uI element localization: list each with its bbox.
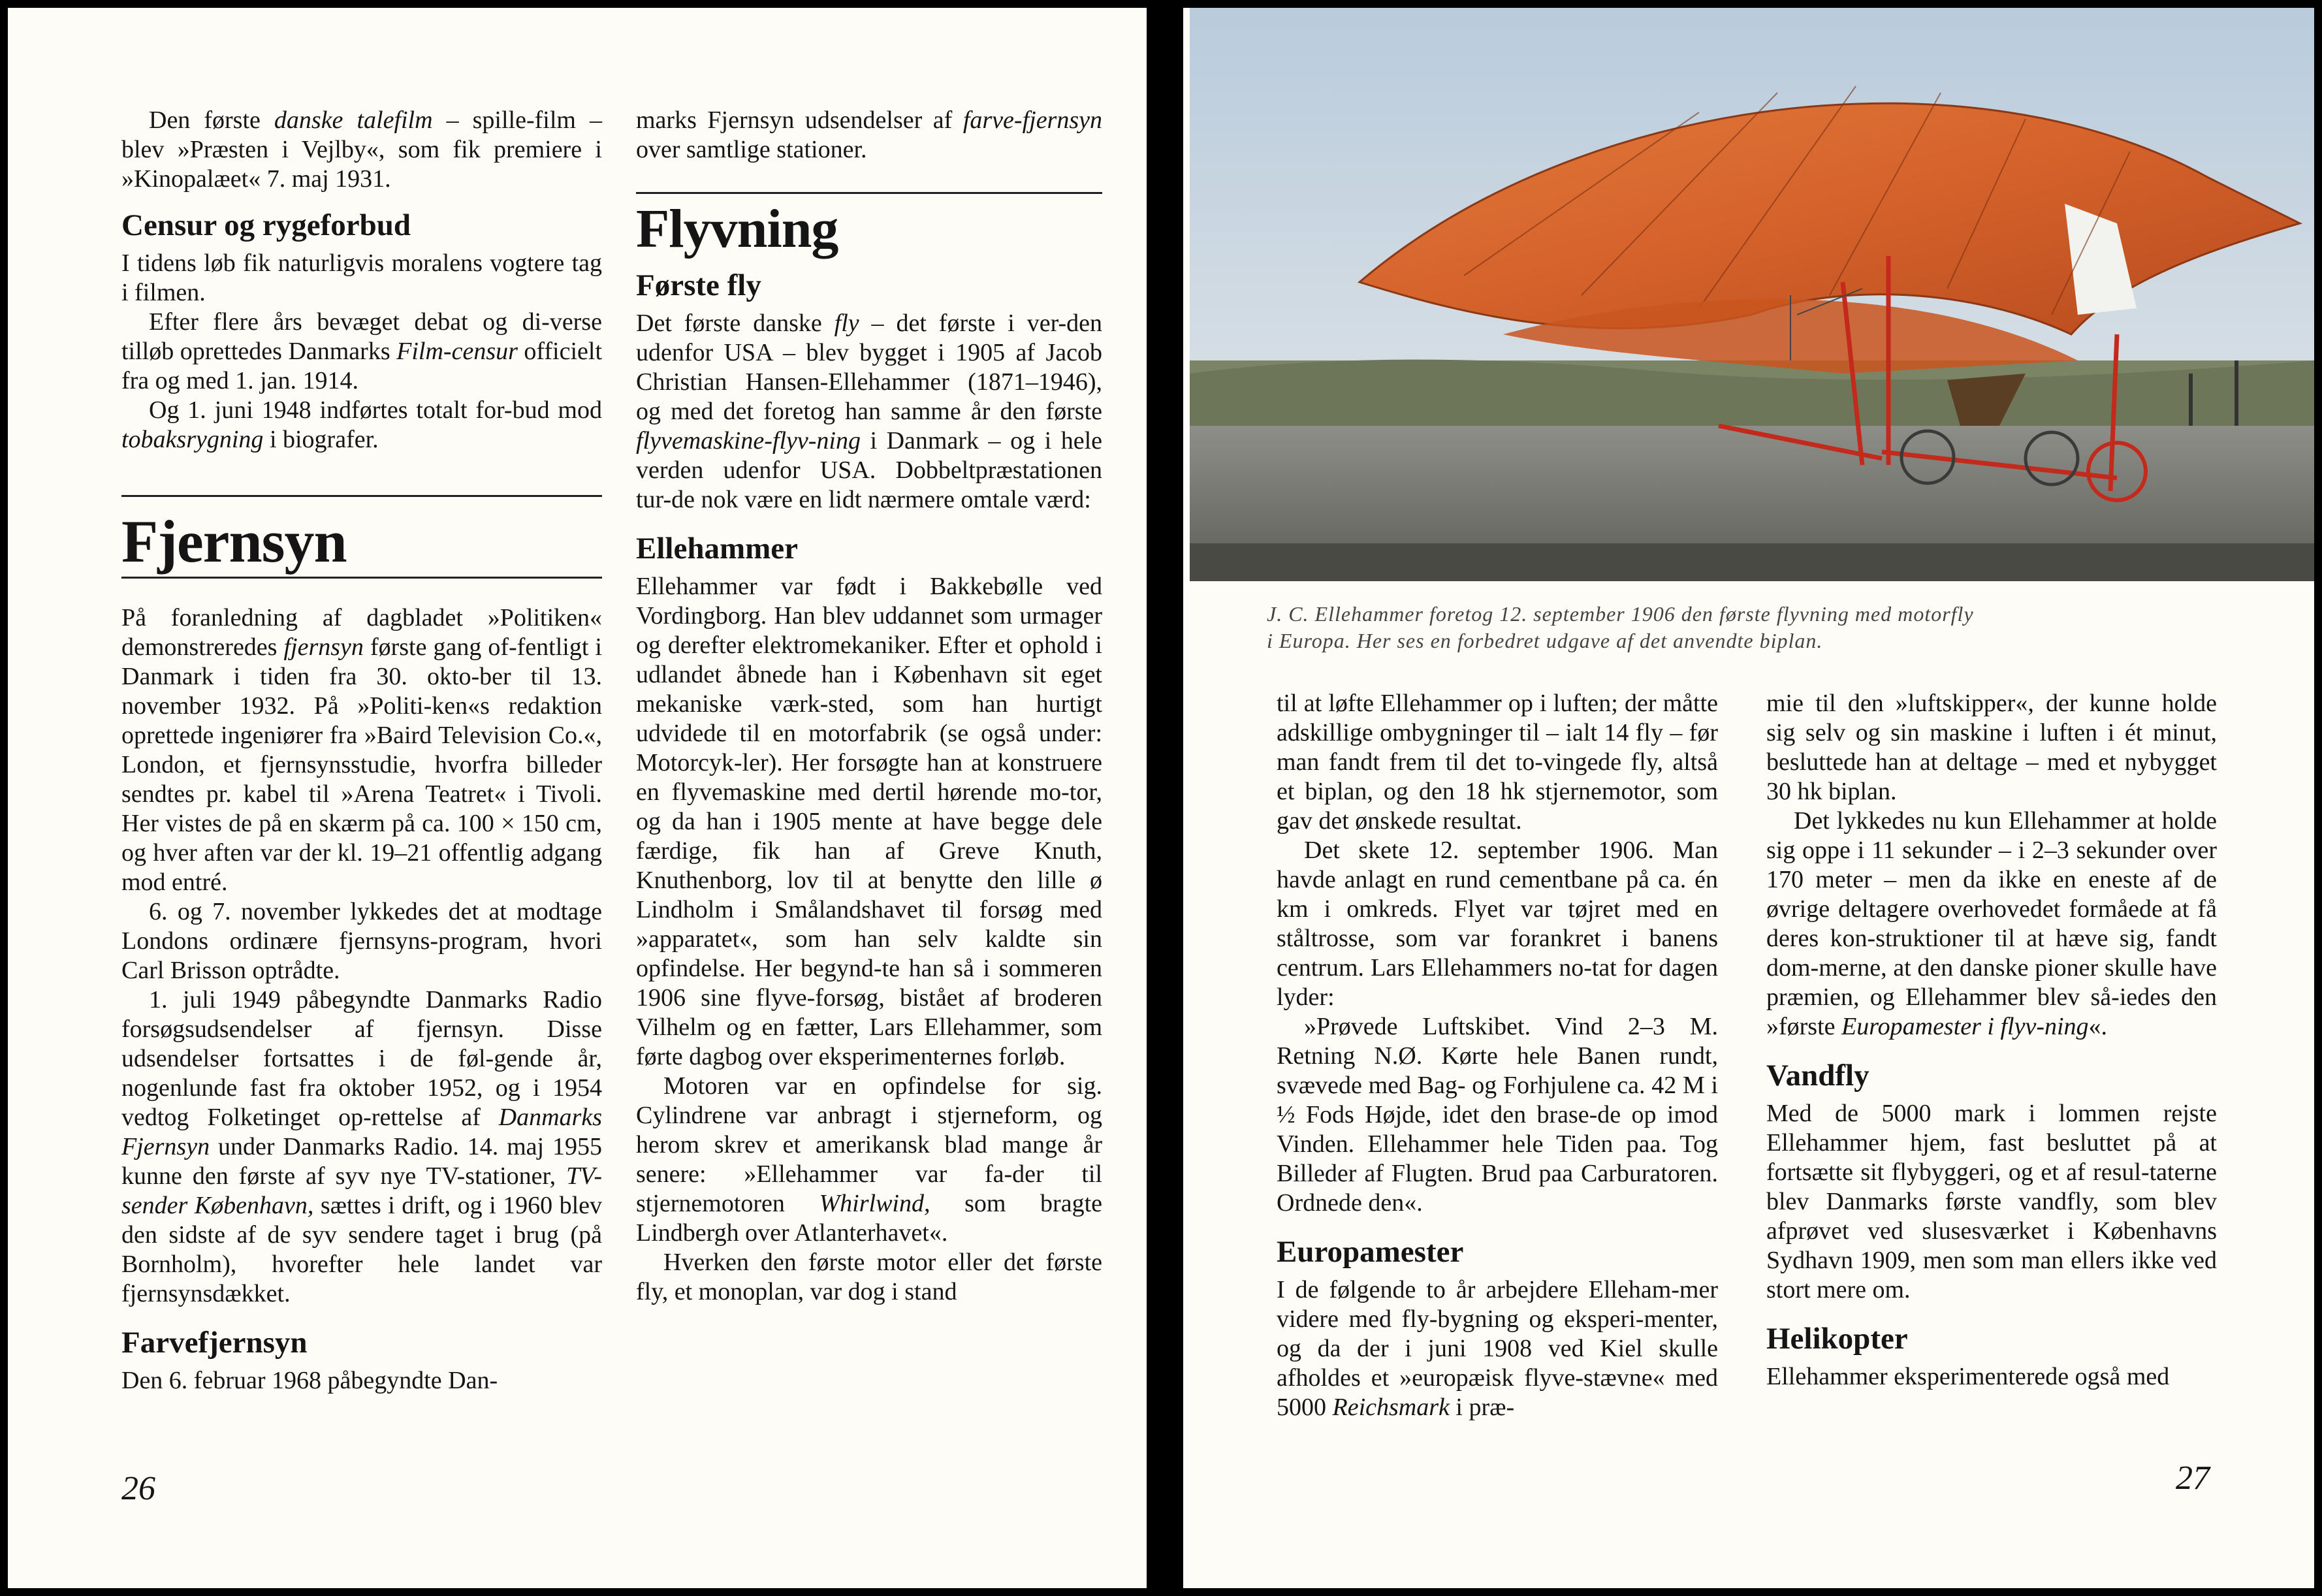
farvefjernsyn-heading: Farvefjernsyn: [121, 1326, 308, 1360]
right-page: [1183, 8, 2314, 1588]
fjernsyn-paragraph-2: 6. og 7. november lykkedes det at modtage Londons ordinære fjernsyns-program, hvori Carl Brisson optrådte.: [121, 898, 602, 984]
helikopter-heading: Helikopter: [1766, 1322, 1908, 1356]
censur-heading: Censur og rygeforbud: [121, 208, 411, 242]
helikopter-paragraph: Ellehammer eksperimenterede også med: [1766, 1363, 2170, 1390]
left-column-2: [636, 106, 1102, 1307]
praemie-paragraph: mie til den »luftskipper«, der kunne holde sig selv og sin maskine i luften i ét minut, besluttede han at deltage – med et nybygget 30 hk biplan.: [1766, 690, 2217, 805]
left-page: [8, 8, 1147, 1588]
right-column-1: [1277, 689, 1718, 1422]
censur-paragraph-3: Og 1. juni 1948 indførtes totalt for-bud mod tobaksrygning i biografer.: [121, 396, 602, 453]
biplane-illustration: [1190, 8, 2314, 581]
fjernsyn-heading: Fjernsyn: [121, 495, 602, 579]
ellehammer-heading: Ellehammer: [636, 532, 798, 566]
notat-paragraph: »Prøvede Luftskibet. Vind 2–3 M. Retning N.Ø. Kørte hele Banen rundt, svævede med Bag- og Forhjulene ca. 42 M i ½ Fods Højde, idet den brase-de op imod Vinden. Ellehammer hele Tiden paa. Tog Billeder af Flugten. Brud paa Carburatoren. Ordnede den«.: [1277, 1013, 1718, 1217]
forste-fly-heading: Første fly: [636, 268, 761, 302]
right-column-2: [1766, 689, 2217, 1392]
photo-caption: [1267, 601, 2214, 654]
farvefjernsyn-continuation: marks Fjernsyn udsendelser af farve-fjernsyn over samtlige stationer.: [636, 106, 1102, 163]
caption-line-2: i Europa. Her ses en forbedret udgave af det anvendte biplan.: [1267, 629, 1823, 652]
biplane-photo: [1190, 8, 2314, 581]
left-column-1: [121, 106, 602, 1396]
forste-fly-paragraph: Det første danske fly – det første i ver-den udenfor USA – blev bygget i 1905 af Jacob Christian Hansen-Ellehammer (1871–1946), og med det foretog han samme år den første flyvemaskine-flyv-ning i Danmark – og i hele verden udenfor USA. Dobbeltpræstationen tur-de nok være en lidt nærmere omtale værd:: [636, 310, 1102, 513]
ellehammer-paragraph-1: Ellehammer var født i Bakkebølle ved Vordingborg. Han blev uddannet som urmager og derefter elektromekaniker. Efter et ophold i udlandet åbnede han i København sit eget mekaniske værk-sted, som han hurtigt udvidede til en motorfabrik (se også under: Motorcyk-ler). Her forsøgte han at konstruere en flyvemaskine med dertil hørende mo-tor, og da han i 1905 mente at have begge dele færdige, fik han af Greve Knuth, Knuthenborg, lov til at benytte den lille ø Lindholm i Smålandshavet til forsøg med »apparatet«, som han selv kaldte sin opfindelse. Her begynd-te han så i sommeren 1906 sine flyve-forsøg, bistået af broderen Vilhelm og en fætter, Lars Ellehammer, som førte dagbog over eksperimenternes forløb.: [636, 573, 1102, 1070]
vandfly-heading: Vandfly: [1766, 1059, 1869, 1093]
page-number-left: 26: [121, 1470, 155, 1507]
europamester-paragraph: I de følgende to år arbejdere Elleham-mer videre med fly-bygning og eksperi-menter, og da der i juni 1908 ved Kiel skulle afholdes et »europæisk flyve-stævne« med 5000 Reichsmark i præ-: [1277, 1276, 1718, 1421]
censur-paragraph-1: I tidens løb fik naturligvis moralens vogtere tag i filmen.: [121, 249, 602, 306]
page-number-right: 27: [2176, 1460, 2210, 1497]
lykkedes-paragraph: Det lykkedes nu kun Ellehammer at holde sig oppe i 11 sekunder – i 2–3 sekunder over 170 meter – men da ikke en eneste af de øvrige deltagere overhovedet formåede at få deres kon-struktioner til at hæve sig, fandt dom-merne, at den danske pioner skulle have præmien, og Ellehammer blev så-iedes den »første Europamester i flyv-ning«.: [1766, 807, 2217, 1040]
fjernsyn-paragraph-3: 1. juli 1949 påbegyndte Danmarks Radio forsøgsudsendelser af fjernsyn. Disse udsendelser fortsattes i de føl-gende år, nogenlunde fast fra oktober 1952, og i 1954 vedtog Folketinget op-rettelse af Danmarks Fjernsyn under Danmarks Radio. 14. maj 1955 kunne den første af syv nye TV-stationer, TV-sender København, sættes i drift, og i 1960 blev den sidste af de syv sendere taget i brug (på Bornholm), hvorefter hele landet var fjernsynsdækket.: [121, 986, 602, 1307]
september-paragraph: Det skete 12. september 1906. Man havde anlagt en rund cementbane på ca. én km i omkreds. Flyet var tøjret med en ståltrosse, som var forankret i banens centrum. Lars Ellehammers no-tat for dagen lyder:: [1277, 837, 1718, 1011]
flyvning-heading: Flyvning: [636, 192, 1102, 261]
farvefjernsyn-paragraph: Den 6. februar 1968 påbegyndte Dan-: [121, 1367, 498, 1394]
caption-line-1: J. C. Ellehammer foretog 12. september 1906 den første flyvning med motorfly: [1267, 602, 1974, 626]
vandfly-paragraph: Med de 5000 mark i lommen rejste Ellehammer hjem, fast besluttet på at fortsætte sit flybyggeri, og et af resul-taterne blev Danmarks første vandfly, som blev afprøvet ved slusesværket i Københavns Sydhavn 1909, men som man ellers ikke ved stort mere om.: [1766, 1100, 2217, 1303]
fjernsyn-paragraph-1: På foranledning af dagbladet »Politiken« demonstreredes fjernsyn første gang of-fentligt i Danmark i tiden fra 30. okto-ber til 13. november 1932. På »Politi-ken«s redaktion oprettede ingeniører fra »Baird Television Co.«, London, et fjernsynsstudie, hvorfra billeder sendtes pr. kabel til »Arena Teatret« i Tivoli. Her vistes de på en skærm på ca. 100 × 150 cm, og hver aften var der kl. 19–21 offentlig adgang mod entré.: [121, 604, 602, 896]
ellehammer-paragraph-2: Motoren var en opfindelse for sig. Cylindrene var anbragt i stjerneform, og herom skrev et amerikansk blad mange år senere: »Ellehammer var fa-der til stjernemotoren Whirlwind, som bragte Lindbergh over Atlanterhavet«.: [636, 1072, 1102, 1247]
talefilm-paragraph: Den første danske talefilm – spille-film – blev »Præsten i Vejlby«, som fik premiere i »Kinopalæet« 7. maj 1931.: [121, 106, 602, 193]
luften-paragraph: til at løfte Ellehammer op i luften; der måtte adskillige ombygninger til – ialt 14 fly – før man fandt frem til det to-vingede fly, altså et biplan, og den 18 hk stjernemotor, som gav det ønskede resultat.: [1277, 690, 1718, 835]
censur-paragraph-2: Efter flere års bevæget debat og di-verse tilløb oprettedes Danmarks Film-censur officielt fra og med 1. jan. 1914.: [121, 308, 603, 394]
europamester-heading: Europamester: [1277, 1235, 1464, 1269]
ellehammer-paragraph-3: Hverken den første motor eller det første fly, et monoplan, var dog i stand: [636, 1249, 1102, 1305]
